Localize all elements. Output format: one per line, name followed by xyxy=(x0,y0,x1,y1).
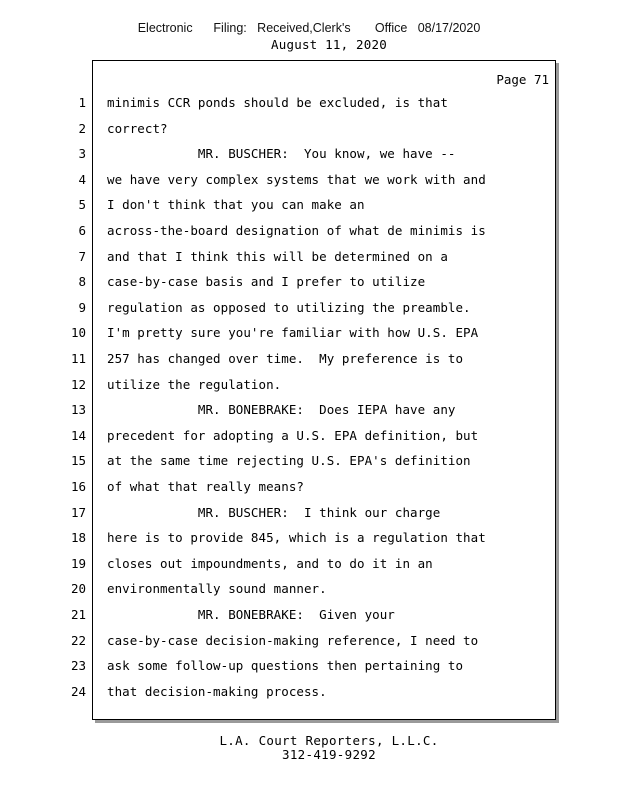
transcript-line: minimis CCR ponds should be excluded, is that xyxy=(107,95,448,110)
transcript-line: MR. BONEBRAKE: Does IEPA have any xyxy=(107,402,456,418)
transcript-line: and that I think this will be determined on a xyxy=(107,248,448,264)
line-number: 7 xyxy=(78,248,86,264)
line-number: 11 xyxy=(70,351,86,366)
line-number: 18 xyxy=(70,530,86,546)
electronic-filing-stamp: Electronic Filing: Received,Clerk's Office 08/17/2020 xyxy=(137,21,481,35)
transcript-line: precedent for adopting a U.S. EPA definition, but xyxy=(107,427,479,443)
transcript-line: MR. BONEBRAKE: Given your xyxy=(107,607,395,622)
transcript-line: ask some follow-up questions then pertaining to xyxy=(107,658,464,674)
line-number: 21 xyxy=(70,607,86,622)
line-number: 23 xyxy=(70,658,86,674)
transcript-date: August 11, 2020 xyxy=(271,37,387,52)
line-number: 15 xyxy=(70,453,86,469)
line-number: 16 xyxy=(70,479,86,494)
line-number: 4 xyxy=(78,171,86,187)
line-number: 12 xyxy=(70,376,86,392)
line-number: 19 xyxy=(70,555,86,571)
line-number: 3 xyxy=(78,146,86,162)
line-number: 9 xyxy=(78,299,86,315)
transcript-line: MR. BUSCHER: You know, we have -- xyxy=(107,146,456,162)
page-number: Page 71 xyxy=(496,72,549,87)
line-number: 1 xyxy=(78,95,86,110)
transcript-line: we have very complex systems that we work with and xyxy=(107,171,486,187)
transcript-line: that decision-making process. xyxy=(107,683,327,699)
line-number: 20 xyxy=(70,581,86,597)
transcript-line: case-by-case decision-making reference, I need to xyxy=(107,632,479,648)
transcript-line: at the same time rejecting U.S. EPA's definition xyxy=(107,453,471,469)
transcript-line: regulation as opposed to utilizing the preamble. xyxy=(107,299,471,315)
line-number: 13 xyxy=(70,402,86,418)
transcript-line: correct? xyxy=(107,120,168,136)
line-number: 6 xyxy=(78,223,86,238)
transcript-line: across-the-board designation of what de minimis is xyxy=(107,223,486,238)
transcript-line: environmentally sound manner. xyxy=(107,581,327,597)
line-number: 24 xyxy=(70,683,86,699)
transcript-line: closes out impoundments, and to do it in an xyxy=(107,555,433,571)
transcript-line: here is to provide 845, which is a regulation that xyxy=(107,530,486,546)
transcript-line: I don't think that you can make an xyxy=(107,197,365,213)
transcript-line: MR. BUSCHER: I think our charge xyxy=(107,504,441,520)
line-number: 5 xyxy=(78,197,86,213)
reporter-phone: 312-419-9292 xyxy=(282,747,376,762)
line-number: 14 xyxy=(70,427,86,443)
line-number: 10 xyxy=(70,325,86,341)
transcript-line: of what that really means? xyxy=(107,479,304,494)
line-number: 8 xyxy=(78,274,86,290)
transcript-line: case-by-case basis and I prefer to utilize xyxy=(107,274,426,290)
line-number: 22 xyxy=(70,632,86,648)
line-number: 2 xyxy=(78,120,86,136)
transcript-line: 257 has changed over time. My preference is to xyxy=(107,351,464,366)
line-number: 17 xyxy=(70,504,86,520)
transcript-line: I'm pretty sure you're familiar with how U.S. EPA xyxy=(107,325,479,341)
reporter-company: L.A. Court Reporters, L.L.C. xyxy=(219,733,439,748)
transcript-line: utilize the regulation. xyxy=(107,376,282,392)
